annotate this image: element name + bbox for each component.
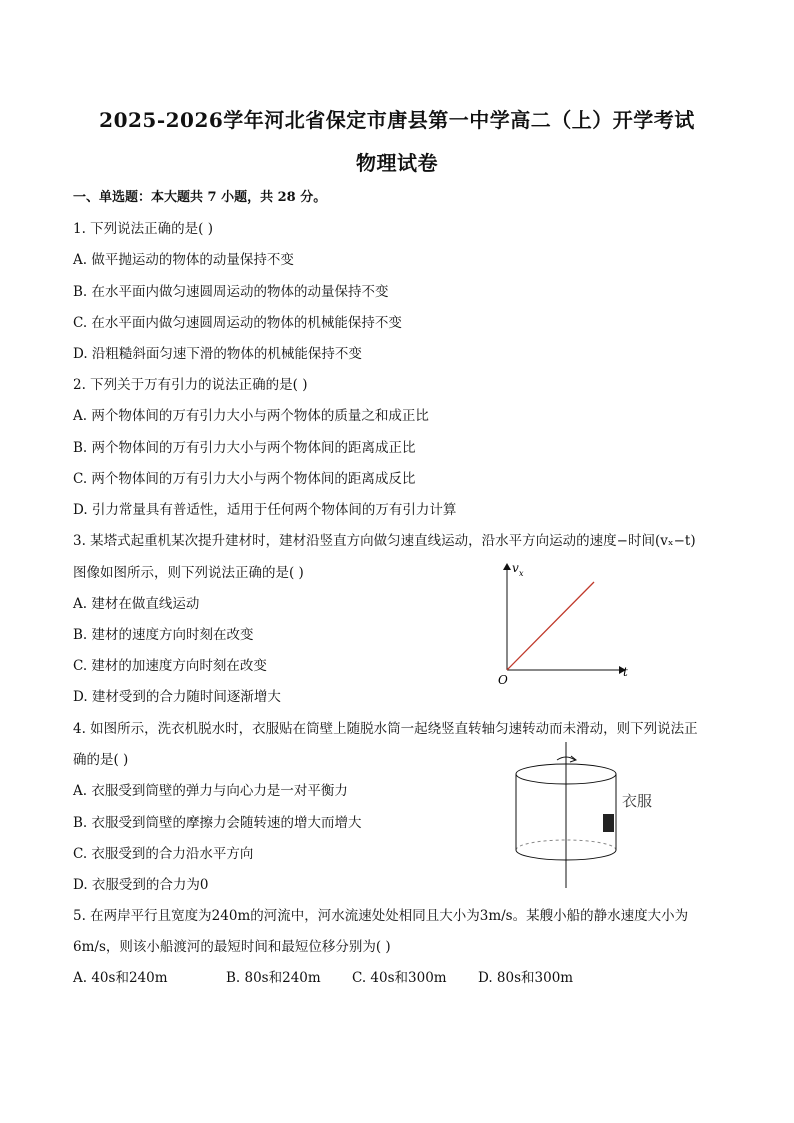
graph-origin-label: O: [498, 673, 508, 687]
q4-option-a: A. 衣服受到筒壁的弹力与向心力是一对平衡力: [73, 783, 348, 799]
graph-velocity-line: [507, 582, 594, 670]
q5-stem-line1: 5. 在两岸平行且宽度为240m的河流中，河水流速处处相同且大小为3m/s。某艘小船的静水速度大小为: [73, 908, 689, 924]
q4-stem-line1: 4. 如图所示，洗衣机脱水时，衣服贴在筒壁上随脱水筒一起绕竖直转轴匀速转动而未滑动，则下列说法正: [73, 721, 698, 737]
q1-option-c: C. 在水平面内做匀速圆周运动的物体的机械能保持不变: [73, 315, 402, 331]
graph-y-label: v: [512, 561, 519, 575]
q4-option-d: D. 衣服受到的合力为0: [73, 877, 209, 893]
q4-stem-line2: 确的是( ): [73, 752, 129, 768]
clothes-label: 衣服: [622, 792, 653, 810]
clothes-block: [603, 814, 614, 832]
q1-option-d: D. 沿粗糙斜面匀速下滑的物体的机械能保持不变: [73, 346, 362, 362]
q5-stem-line2: 6m/s，则该小船渡河的最短时间和最短位移分别为( ): [73, 939, 391, 955]
spin-drum-figure: [505, 742, 685, 890]
q2-option-c: C. 两个物体间的万有引力大小与两个物体间的距离成反比: [73, 471, 416, 487]
exam-title: 2025-2026学年河北省保定市唐县第一中学高二（上）开学考试: [99, 108, 695, 132]
q3-stem-line1: 3. 某塔式起重机某次提升建材时，建材沿竖直方向做匀速直线运动，沿水平方向运动的速度−时间(vₓ−t): [73, 533, 696, 549]
q5-option-b: B. 80s和240m: [226, 970, 321, 986]
q3-option-c: C. 建材的加速度方向时刻在改变: [73, 658, 267, 674]
section-heading: 一、单选题：本大题共 7 小题，共 28 分。: [73, 190, 327, 205]
q2-stem: 2. 下列关于万有引力的说法正确的是( ): [73, 377, 308, 393]
q3-option-b: B. 建材的速度方向时刻在改变: [73, 627, 254, 643]
q1-stem: 1. 下列说法正确的是( ): [73, 221, 213, 237]
q4-option-b: B. 衣服受到筒壁的摩擦力会随转速的增大而增大: [73, 815, 362, 831]
q2-option-b: B. 两个物体间的万有引力大小与两个物体间的距离成正比: [73, 440, 416, 456]
q2-option-d: D. 引力常量具有普适性，适用于任何两个物体间的万有引力计算: [73, 502, 457, 518]
q5-option-a: A. 40s和240m: [73, 970, 168, 986]
q5-option-d: D. 80s和300m: [478, 970, 574, 986]
graph-y-label-sub: x: [519, 569, 524, 578]
graph-x-label: t: [623, 665, 628, 679]
q1-option-a: A. 做平抛运动的物体的动量保持不变: [73, 252, 294, 268]
q3-stem-line2: 图像如图所示，则下列说法正确的是( ): [73, 565, 304, 581]
q2-option-a: A. 两个物体间的万有引力大小与两个物体的质量之和成正比: [73, 408, 429, 424]
q3-option-d: D. 建材受到的合力随时间逐渐增大: [73, 689, 281, 705]
q5-option-c: C. 40s和300m: [352, 970, 447, 986]
q3-option-a: A. 建材在做直线运动: [73, 596, 200, 612]
q1-option-b: B. 在水平面内做匀速圆周运动的物体的动量保持不变: [73, 284, 389, 300]
exam-subtitle: 物理试卷: [356, 151, 438, 175]
vx-t-graph: [490, 558, 640, 688]
q4-option-c: C. 衣服受到的合力沿水平方向: [73, 846, 254, 862]
